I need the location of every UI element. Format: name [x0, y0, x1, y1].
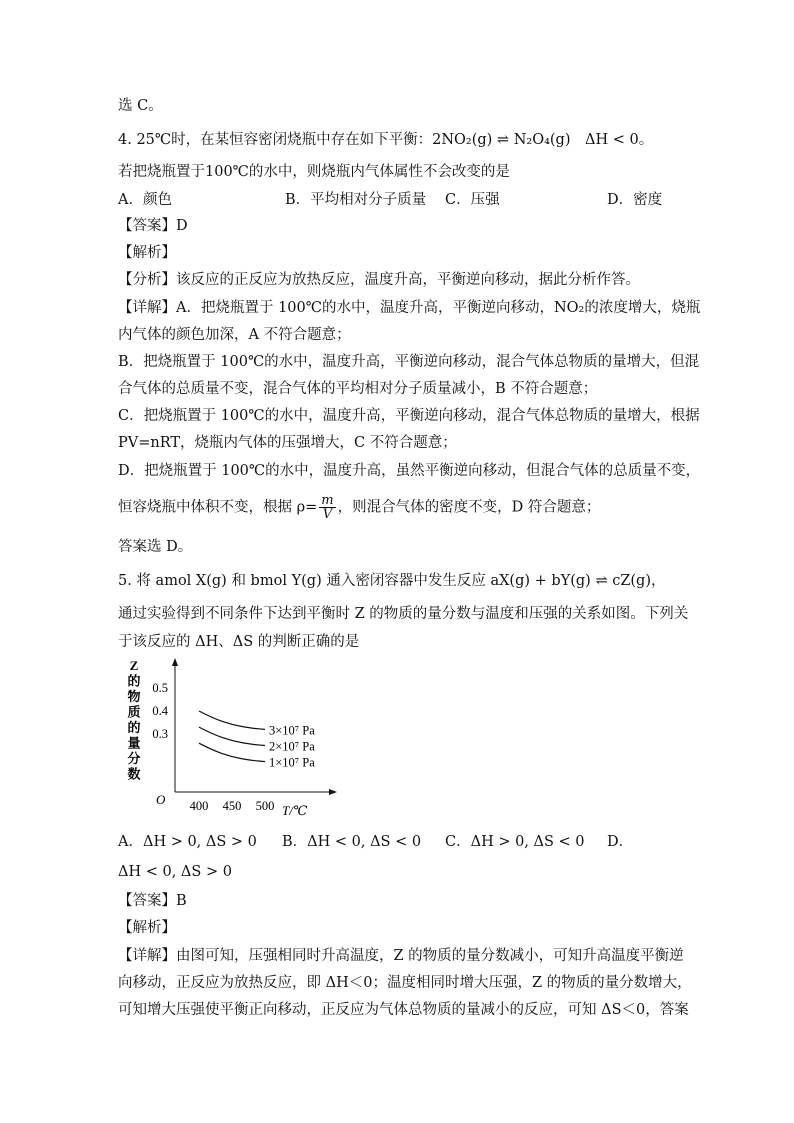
text-line: 合气体的总质量不变，混合气体的平均相对分子质量减小，B 不符合题意；	[118, 381, 598, 397]
fraction	[319, 494, 335, 521]
text-line: 可知增大压强使平衡正向移动，正反应为气体总物质的量减小的反应，可知 ΔS＜0，答案	[118, 1002, 689, 1018]
q5-option-d: D．	[607, 834, 634, 850]
analysis-label: 【解析】	[118, 920, 176, 936]
y-axis-arrow	[172, 658, 178, 666]
y-axis-label-char: 数	[127, 766, 141, 782]
density-formula-line	[118, 494, 600, 521]
q5-option-a: A．ΔH > 0, ΔS > 0	[118, 834, 257, 850]
y-axis-label-char: 物	[127, 689, 141, 704]
y-ticks	[152, 681, 168, 741]
q5-option-b: B．ΔH < 0, ΔS < 0	[282, 834, 422, 850]
x-ticks	[190, 799, 275, 813]
text-line: 通过实验得到不同条件下达到平衡时 Z 的物质的量分数与温度和压强的关系如图。下列关	[118, 606, 689, 622]
y-tick-label: 0.5	[152, 681, 168, 695]
text-segment: ，则混合气体的密度不变，D 符合题意；	[337, 499, 601, 516]
question-5-stem: 5. 将 amol X(g) 和 bmol Y(g) 通入密闭容器中发生反应 aX(g) + bY(g) ⇌ cZ(g)，	[118, 573, 666, 589]
question-4-stem: 4. 25℃时，在某恒容密闭烧瓶中存在如下平衡：2NO₂(g) ⇌ N₂O₄(g) ΔH < 0。	[118, 132, 654, 148]
text-line: 答案选 D。	[118, 539, 193, 555]
y-tick-label: 0.4	[152, 704, 168, 718]
series-line	[199, 727, 265, 745]
answer-label: 【答案】B	[118, 893, 187, 909]
text-line: C．把烧瓶置于 100℃的水中，温度升高，平衡逆向移动，混合气体总物质的量增大，根据	[118, 408, 700, 424]
text-line: 【分析】该反应的正反应为放热反应，温度升高，平衡逆向移动，据此分析作答。	[118, 272, 640, 288]
y-axis-label-char: 的	[127, 720, 141, 735]
q4-option-d: D．密度	[607, 192, 663, 208]
x-tick-label: 500	[255, 799, 275, 813]
x-tick-label: 450	[222, 799, 242, 813]
x-axis-arrow	[329, 789, 337, 795]
y-axis-label-char: 的	[127, 673, 141, 689]
q5-option-d-value: ΔH < 0, ΔS > 0	[118, 864, 232, 880]
y-tick-label: 0.3	[152, 727, 168, 741]
text-line: 向移动，正反应为放热反应，即 ΔH＜0；温度相同时增大压强，Z 的物质的量分数增大，	[118, 975, 692, 991]
q5-option-c: C．ΔH > 0, ΔS < 0	[445, 834, 585, 850]
x-tick-label: 400	[189, 799, 209, 813]
series-line	[199, 743, 265, 761]
answer-label: 【答案】D	[118, 218, 188, 234]
text-line: 于该反应的 ΔH、ΔS 的判断正确的是	[118, 634, 360, 650]
text-line: 【详解】由图可知，压强相同时升高温度，Z 的物质的量分数减小，可知升高温度平衡逆	[118, 948, 684, 964]
text-line: 内气体的颜色加深，A 不符合题意；	[118, 327, 351, 343]
y-axis-label-char: 质	[127, 704, 141, 720]
fraction-numerator: m	[321, 493, 334, 508]
q4-option-a: A．颜色	[118, 192, 172, 208]
text-line: PV=nRT，烧瓶内气体的压强增大，C 不符合题意；	[118, 435, 457, 451]
q4-option-b: B．平均相对分子质量	[285, 192, 427, 208]
series-label: 3×10⁷ Pa	[269, 723, 315, 738]
text-line: 若把烧瓶置于100℃的水中，则烧瓶内气体属性不会改变的是	[118, 164, 510, 180]
text-line: B．把烧瓶置于 100℃的水中，温度升高，平衡逆向移动，混合气体总物质的量增大，但混	[118, 354, 700, 370]
fraction-denominator: V	[322, 507, 333, 522]
y-axis-label	[127, 658, 140, 782]
text-line: D．把烧瓶置于 100℃的水中，温度升高，虽然平衡逆向移动，但混合气体的总质量不变，	[118, 463, 701, 479]
y-axis-label-char: 量	[127, 735, 141, 751]
text-line: 选 C。	[118, 98, 163, 114]
series-line	[199, 711, 265, 729]
equilibrium-chart	[112, 652, 342, 822]
analysis-label: 【解析】	[118, 245, 176, 261]
series-label: 1×10⁷ Pa	[269, 755, 315, 770]
text-segment: 恒容烧瓶中体积不变，根据 ρ=	[118, 499, 318, 516]
series-label: 2×10⁷ Pa	[269, 739, 315, 754]
q4-option-c: C．压强	[445, 192, 500, 208]
origin-label: O	[156, 792, 166, 807]
y-axis-label-char: 分	[127, 751, 141, 766]
series-group	[199, 711, 315, 770]
x-axis-label: T/℃	[282, 803, 308, 818]
text-line: 【详解】A．把烧瓶置于 100℃的水中，温度升高，平衡逆向移动，NO₂的浓度增大，烧瓶	[118, 300, 701, 316]
y-axis-label-char: Z	[129, 658, 139, 673]
